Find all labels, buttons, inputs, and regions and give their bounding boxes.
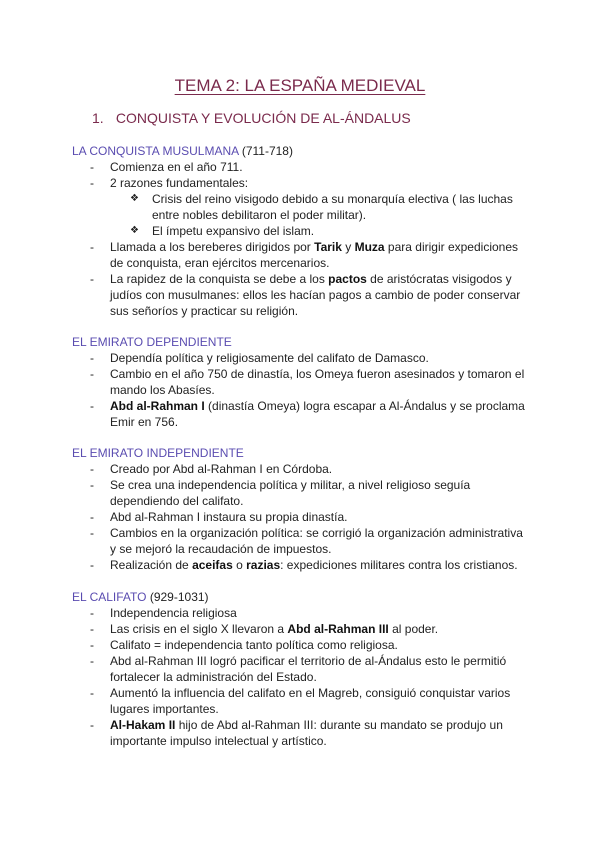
item-text: Creado por Abd al-Rahman I en Córdoba. xyxy=(110,462,333,476)
bold-term: Tarik xyxy=(314,240,342,254)
diamond-bullet-icon: ❖ xyxy=(130,225,139,236)
list-item xyxy=(90,637,530,653)
dash-bullet: - xyxy=(90,510,94,524)
dash-bullet: - xyxy=(90,478,94,492)
dash-bullet: - xyxy=(90,176,94,190)
list-item xyxy=(90,350,530,366)
dash-bullet: - xyxy=(90,622,94,636)
list-item xyxy=(90,477,530,509)
section-number: 1. xyxy=(92,110,104,126)
item-text: y xyxy=(341,240,355,254)
dash-bullet: - xyxy=(90,718,94,732)
item-text: o xyxy=(232,558,247,572)
item-text: Crisis del reino visigodo debido a su monarquía electiva ( las luchas entre nobles debilitaron el poder militar). xyxy=(152,192,513,222)
bold-term: Al-Hakam II xyxy=(110,718,176,732)
bold-term: razias xyxy=(246,558,281,572)
list-item xyxy=(90,366,530,398)
dash-bullet: - xyxy=(90,654,94,668)
sub-list xyxy=(110,191,530,239)
item-text: Se crea una independencia política y militar, a nivel religioso seguía dependiendo del califato. xyxy=(110,478,471,508)
list-item xyxy=(90,685,530,717)
item-text: El ímpetu expansivo del islam. xyxy=(152,224,315,238)
bold-term: pactos xyxy=(328,272,367,286)
bold-term: Abd al-Rahman I xyxy=(110,399,205,413)
block-heading xyxy=(72,590,209,604)
item-text: al poder. xyxy=(388,622,439,636)
dash-bullet: - xyxy=(90,526,94,540)
bullet-list xyxy=(90,605,530,749)
sub-list-item xyxy=(130,191,530,223)
heading-text: EL EMIRATO DEPENDIENTE xyxy=(72,335,232,349)
list-item xyxy=(90,509,530,525)
list-item xyxy=(90,239,530,271)
bullet-list xyxy=(90,159,530,319)
diamond-bullet-icon: ❖ xyxy=(130,193,139,204)
item-text: de aristócratas visigodos y judíos con musulmanes: ellos les hacían pagos a cambio de poder conservar sus señoríos y practicar su religión. xyxy=(110,272,521,318)
item-text: Dependía política y religiosamente del califato de Damasco. xyxy=(110,351,429,365)
item-text: La rapidez de la conquista se debe a los xyxy=(110,272,329,286)
item-text: Las crisis en el siglo X llevaron a xyxy=(110,622,288,636)
list-item xyxy=(90,159,530,175)
section-heading xyxy=(92,110,411,126)
block-heading xyxy=(72,335,232,349)
item-text: Cambio en el año 750 de dinastía, los Omeya fueron asesinados y tomaron el mando los Abasíes. xyxy=(110,367,525,397)
item-text: para dirigir expediciones de conquista, eran ejércitos mercenarios. xyxy=(110,240,518,270)
section-title: CONQUISTA Y EVOLUCIÓN DE AL-ÁNDALUS xyxy=(115,110,411,126)
list-item xyxy=(90,398,530,430)
item-text: 2 razones fundamentales: xyxy=(110,176,249,190)
list-item xyxy=(90,557,530,573)
block-heading xyxy=(72,144,293,158)
item-text: : expediciones militares contra los cristianos. xyxy=(280,558,518,572)
dash-bullet: - xyxy=(90,160,94,174)
item-text: Cambios en la organización política: se corrigió la organización administrativa y se mejoró la recaudación de impuestos. xyxy=(110,526,523,556)
dash-bullet: - xyxy=(90,272,94,286)
item-text: Realización de xyxy=(110,558,193,572)
bullet-list xyxy=(90,461,530,573)
item-text: Abd al-Rahman I instaura su propia dinastía. xyxy=(110,510,348,524)
item-text: Aumentó la influencia del califato en el Magreb, consiguió conquistar varios lugares importantes. xyxy=(110,686,511,716)
block-heading xyxy=(72,446,244,460)
dash-bullet: - xyxy=(90,351,94,365)
bullet-list xyxy=(90,350,530,430)
dash-bullet: - xyxy=(90,240,94,254)
dash-bullet: - xyxy=(90,686,94,700)
list-item xyxy=(90,525,530,557)
list-item xyxy=(90,653,530,685)
item-text: hijo de Abd al-Rahman III: durante su mandato se produjo un importante impulso intelectual y artístico. xyxy=(110,718,503,748)
item-text: Comienza en el año 711. xyxy=(110,160,243,174)
item-text: Abd al-Rahman III logró pacificar el territorio de al-Ándalus esto le permitió fortalecer la administración del Estado. xyxy=(110,654,507,684)
dash-bullet: - xyxy=(90,399,94,413)
list-item xyxy=(90,717,530,749)
list-item xyxy=(90,461,530,477)
dash-bullet: - xyxy=(90,638,94,652)
bold-term: aceifas xyxy=(192,558,233,572)
list-item xyxy=(90,175,530,239)
heading-years: (711-718) xyxy=(241,144,293,158)
dash-bullet: - xyxy=(90,558,94,572)
item-text: Independencia religiosa xyxy=(110,606,237,620)
heading-text: LA CONQUISTA MUSULMANA xyxy=(72,144,239,158)
heading-text: EL EMIRATO INDEPENDIENTE xyxy=(72,446,244,460)
sub-list-item xyxy=(130,223,530,239)
dash-bullet: - xyxy=(90,462,94,476)
page-title: TEMA 2: LA ESPAÑA MEDIEVAL xyxy=(174,76,426,95)
dash-bullet: - xyxy=(90,606,94,620)
bold-term: Abd al-Rahman III xyxy=(287,622,389,636)
item-text: Llamada a los bereberes dirigidos por xyxy=(110,240,315,254)
heading-years: (929-1031) xyxy=(149,590,209,604)
item-text: Califato = independencia tanto política como religiosa. xyxy=(110,638,398,652)
bold-term: Muza xyxy=(354,240,385,254)
list-item xyxy=(90,605,530,621)
item-text: (dinastía Omeya) logra escapar a Al-Ándalus y se proclama Emir en 756. xyxy=(110,399,525,429)
list-item xyxy=(90,621,530,637)
dash-bullet: - xyxy=(90,367,94,381)
heading-text: EL CALIFATO xyxy=(72,590,147,604)
list-item xyxy=(90,271,530,319)
